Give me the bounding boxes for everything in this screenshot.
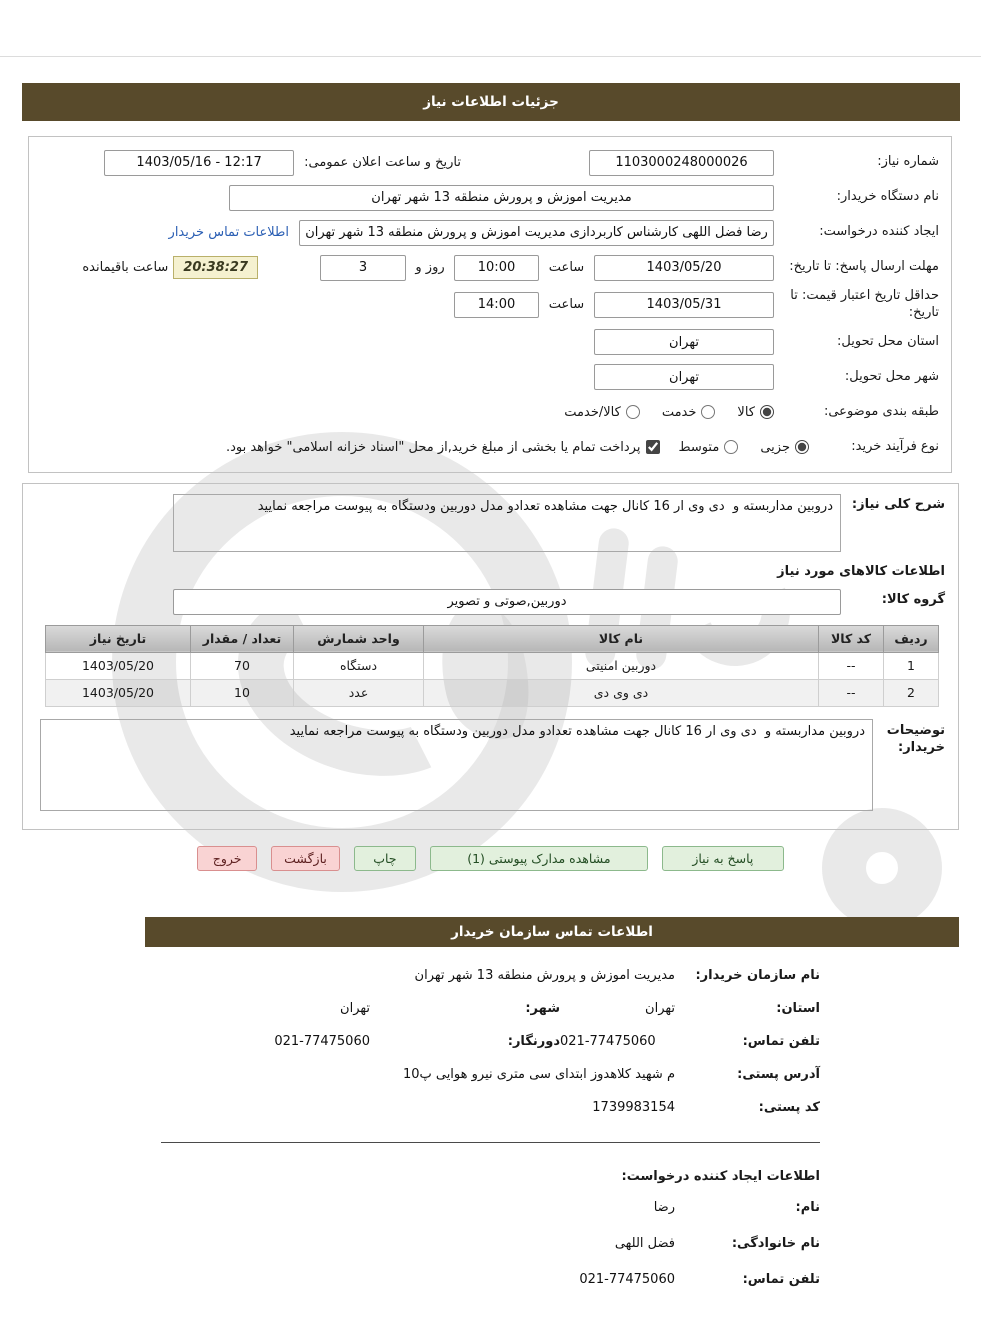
column-header-quantity: تعداد / مقدار [191, 625, 294, 652]
need-description-label: شرح کلی نیاز: [851, 496, 945, 512]
reply-deadline-date-input[interactable] [594, 255, 774, 281]
column-header-unit: واحد شمارش [294, 625, 424, 652]
goods-group-label: گروه کالا: [881, 591, 945, 607]
table-cell-row-number: 2 [884, 679, 939, 706]
purchase-process-row [41, 433, 939, 462]
print-button[interactable]: چاپ [354, 846, 416, 871]
need-number-row [41, 148, 939, 177]
contact-phone-value: 021-77475060 [560, 1033, 656, 1049]
contact-address-value: م شهید کلاهدوز ابتدای سی متری نیرو هوایی پ10 [402, 1066, 675, 1082]
buyer-notes-label: توضیحات خریدار: [886, 722, 945, 756]
contact-postal-value: 1739983154 [592, 1099, 675, 1115]
creator-phone-value: 021-77475060 [579, 1272, 675, 1288]
table-row [46, 679, 939, 706]
category-goods-radio[interactable] [760, 405, 774, 419]
category-goods-label: کالا [737, 404, 755, 420]
delivery-province-row [41, 328, 939, 357]
subject-category-label: طبقه بندی موضوعی: [823, 403, 939, 419]
need-info-form [28, 136, 952, 473]
creator-phone-row [161, 1262, 820, 1298]
request-creator-row [41, 218, 939, 247]
table-cell-unit: عدد [294, 679, 424, 706]
table-cell-goods-name: دی وی دی [424, 679, 819, 706]
creator-last-name-label: نام خانوادگی: [731, 1236, 820, 1252]
contact-location-row [161, 992, 820, 1025]
request-creator-input[interactable] [299, 220, 774, 246]
table-cell-quantity: 10 [191, 679, 294, 706]
reply-deadline-row [41, 253, 939, 282]
contact-divider [161, 1142, 820, 1143]
contact-province-value: تهران [645, 1000, 675, 1016]
need-number-input[interactable] [589, 150, 774, 176]
buyer-notes-textarea[interactable] [40, 719, 873, 811]
goods-section [22, 483, 959, 830]
exit-button[interactable]: خروج [197, 846, 257, 871]
countdown-timer-label: ساعت باقیمانده [82, 260, 169, 275]
column-header-goods-code: کد کالا [819, 625, 884, 652]
reply-deadline-label: مهلت ارسال پاسخ: تا تاریخ: [789, 259, 939, 275]
treasury-checkbox[interactable] [646, 440, 660, 454]
purchase-process-radio-group [678, 440, 809, 455]
price-validity-row [41, 288, 939, 322]
top-divider [0, 0, 981, 57]
category-goods-service-radio[interactable] [626, 405, 640, 419]
process-option-medium [678, 440, 738, 455]
process-minor-radio[interactable] [795, 440, 809, 454]
countdown-timer: 20:38:27 [173, 256, 258, 279]
creator-phone-label: تلفن تماس: [742, 1272, 820, 1288]
creator-info-heading: اطلاعات ایجاد کننده درخواست: [621, 1168, 820, 1184]
reply-deadline-days-input[interactable] [320, 255, 406, 281]
contact-phone-label: تلفن تماس: [742, 1033, 820, 1049]
creator-first-name-value: رضا [653, 1200, 675, 1216]
price-validity-time-input[interactable] [454, 292, 539, 318]
contact-fax-value: 021-77475060 [274, 1033, 370, 1049]
column-header-goods-name: نام کالا [424, 625, 819, 652]
contact-address-label: آدرس پستی: [737, 1066, 820, 1082]
process-minor-label: جزیی [760, 439, 790, 455]
price-validity-label: حداقل تاریخ اعتبار قیمت: تا تاریخ: [790, 288, 939, 320]
view-attachments-button[interactable]: مشاهده مدارک پیوستی (1) [430, 846, 648, 871]
need-description-textarea[interactable] [173, 494, 841, 552]
contact-province-label: استان: [776, 1000, 820, 1016]
price-validity-date-input[interactable] [594, 292, 774, 318]
category-service-label: خدمت [661, 404, 697, 420]
buyer-org-input[interactable] [229, 185, 774, 211]
reply-deadline-time-input[interactable] [454, 255, 539, 281]
contact-city-label: شهر: [525, 1000, 560, 1016]
contact-phone-row [161, 1025, 820, 1058]
subject-category-row [41, 398, 939, 427]
buyer-org-row [41, 183, 939, 212]
goods-table-header-row [46, 625, 939, 652]
announce-datetime-input[interactable] [104, 150, 294, 176]
contact-city-value: تهران [340, 1000, 370, 1016]
page-title-bar: جزئیات اطلاعات نیاز [22, 83, 960, 121]
category-goods-service-label: کالا/خدمت [564, 404, 621, 420]
table-cell-unit: دستگاه [294, 652, 424, 679]
reply-to-need-button[interactable]: پاسخ به نیاز [662, 846, 784, 871]
contact-postal-row [161, 1091, 820, 1124]
treasury-checkbox-label: پرداخت تمام یا بخشی از مبلغ خرید,از محل "اسناد خزانه اسلامی" خواهد بود. [225, 439, 641, 455]
delivery-city-input[interactable] [594, 364, 774, 390]
buyer-org-label: نام دستگاه خریدار: [836, 189, 939, 205]
treasury-checkbox-wrap [226, 440, 661, 455]
subject-category-radio-group [564, 405, 774, 420]
contact-section [161, 959, 820, 1298]
delivery-province-input[interactable] [594, 329, 774, 355]
delivery-city-label: شهر محل تحویل: [844, 368, 939, 384]
table-cell-quantity: 70 [191, 652, 294, 679]
goods-info-heading: اطلاعات کالاهای مورد نیاز [777, 563, 945, 579]
goods-group-row [36, 589, 945, 615]
delivery-province-label: استان محل تحویل: [837, 333, 939, 349]
creator-last-name-value: فضل اللهی [614, 1236, 675, 1252]
creator-first-name-row [161, 1190, 820, 1226]
buyer-notes-row [36, 719, 945, 811]
category-option-service [662, 405, 716, 420]
need-description-row [36, 494, 945, 552]
action-buttons-row [0, 846, 981, 871]
reply-deadline-days-label: روز و [415, 260, 445, 275]
announce-datetime-label: تاریخ و ساعت اعلان عمومی: [304, 155, 461, 170]
category-service-radio[interactable] [701, 405, 715, 419]
back-button[interactable]: بازگشت [271, 846, 340, 871]
contact-fax-label: دورنگار: [507, 1033, 560, 1049]
category-option-goods [737, 405, 774, 420]
contact-postal-label: کد پستی: [758, 1099, 820, 1115]
table-cell-row-number: 1 [884, 652, 939, 679]
contact-org-label: نام سازمان خریدار: [695, 967, 820, 983]
table-cell-goods-name: دوربین امنیتی [424, 652, 819, 679]
creator-first-name-label: نام: [795, 1200, 820, 1216]
table-cell-need-date: 1403/05/20 [46, 679, 191, 706]
need-number-label: شماره نیاز: [877, 154, 939, 170]
contact-org-row [161, 959, 820, 992]
contact-address-row [161, 1058, 820, 1091]
process-medium-radio[interactable] [724, 440, 738, 454]
goods-table [45, 625, 939, 707]
contact-title-bar: اطلاعات تماس سازمان خریدار [145, 917, 959, 947]
table-cell-goods-code: -- [819, 652, 884, 679]
request-creator-label: ایجاد کننده درخواست: [819, 224, 939, 240]
column-header-row-number: ردیف [884, 625, 939, 652]
reply-deadline-hour-label: ساعت [548, 260, 585, 275]
creator-last-name-row [161, 1226, 820, 1262]
table-cell-goods-code: -- [819, 679, 884, 706]
contact-org-value: مدیریت اموزش و پرورش منطقه 13 شهر تهران [414, 967, 675, 983]
delivery-city-row [41, 363, 939, 392]
table-cell-need-date: 1403/05/20 [46, 652, 191, 679]
goods-group-input[interactable] [173, 589, 841, 615]
process-option-minor [760, 440, 809, 455]
column-header-need-date: تاریخ نیاز [46, 625, 191, 652]
price-validity-hour-label: ساعت [548, 297, 585, 313]
process-medium-label: متوسط [678, 439, 720, 455]
category-option-goods-service [564, 405, 640, 420]
buyer-contact-link[interactable]: اطلاعات تماس خریدار [168, 225, 289, 240]
purchase-process-label: نوع فرآیند خرید: [851, 438, 939, 454]
table-row [46, 652, 939, 679]
